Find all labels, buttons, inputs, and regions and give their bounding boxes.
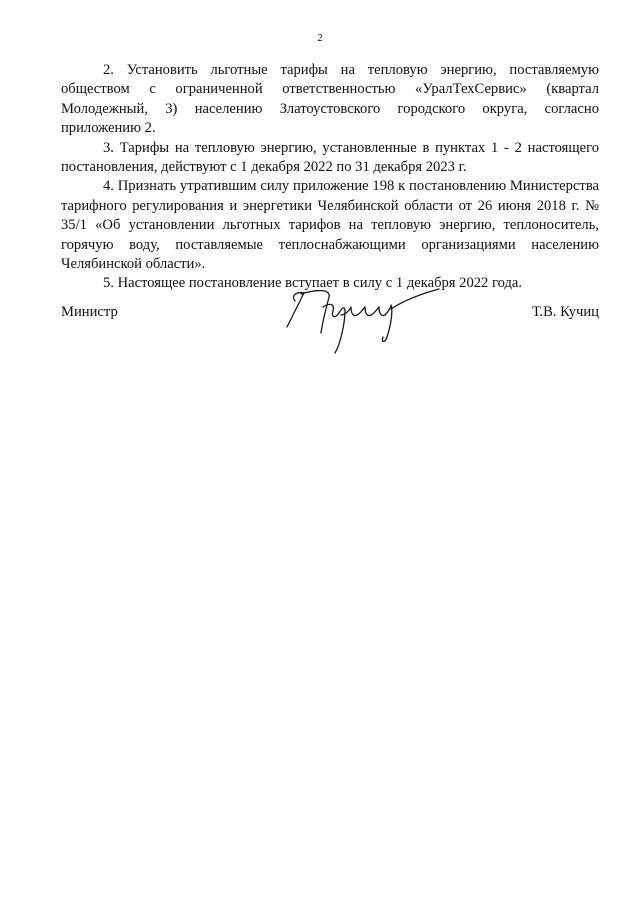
page-number: 2 — [317, 32, 323, 44]
signer-name: Т.В. Кучиц — [531, 304, 599, 320]
paragraph-item-5: 5. Настоящее постановление вступает в силу с 1 декабря 2022 года. — [103, 275, 523, 292]
handwritten-signature — [279, 281, 449, 361]
paragraph-item-4: 4. Признать утратившим силу приложение 198 к постановлению Министерства тарифного регулирования и энергетики Челябинской области от 26 июня 2018 г. № 35/1 «Об установлении льготных тарифов на тепловую энергию, теплоноситель, горячую воду, поставляемые теплоснабжающими организациями населению Челябинской области». — [61, 178, 599, 273]
document-body — [61, 61, 599, 294]
signer-title: Министр — [61, 304, 118, 320]
paragraph-item-3: 3. Тарифы на тепловую энергию, установленные в пунктах 1 - 2 настоящего постановления, действуют с 1 декабря 2022 по 31 декабря 2023 г. — [61, 139, 599, 176]
paragraph-item-2: 2. Установить льготные тарифы на тепловую энергию, поставляемую обществом с ограниченной ответственностью «УралТехСервис» (квартал Молодежный, 3) населению Златоустовского городского округа, согласно приложению 2. — [61, 62, 599, 137]
signature-block — [61, 281, 599, 361]
